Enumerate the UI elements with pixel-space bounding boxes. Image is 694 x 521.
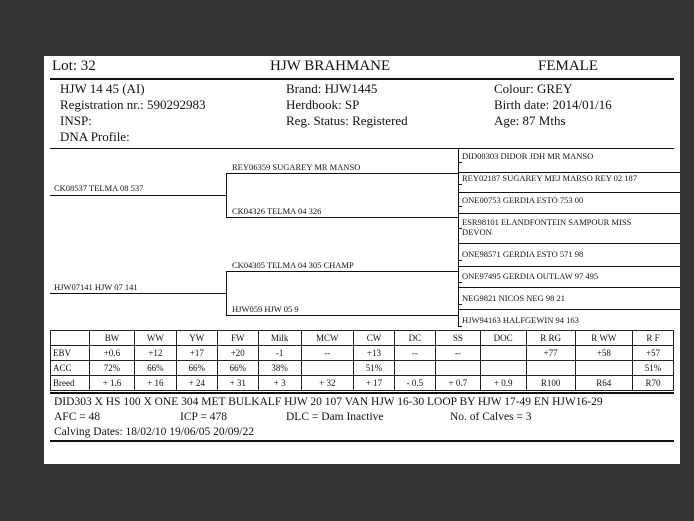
ggp-line-2	[458, 192, 680, 193]
ebv-row-label: EBV	[51, 346, 90, 361]
dlc: DLC = Dam Inactive	[286, 411, 384, 423]
ebv-cell: 38%	[258, 361, 301, 376]
registration-status: Reg. Status: Registered	[286, 113, 408, 128]
sire-dam: CK04326 TELMA 04 326	[232, 206, 322, 216]
footer-rule	[50, 392, 674, 394]
ggp-4-cont: DEVON	[462, 227, 492, 237]
ebv-cell: R64	[575, 376, 632, 391]
ebv-cell: +13	[353, 346, 394, 361]
ebv-cell: --	[435, 346, 480, 361]
ggp-4: ESR98101 ELANDFONTEIN SAMPOUR MISS	[462, 217, 632, 227]
ebv-table	[50, 330, 674, 391]
ggp-line-6	[458, 287, 680, 288]
dam-line	[50, 293, 226, 294]
ebv-header-cell: DOC	[480, 331, 526, 346]
age: Age: 87 Mths	[494, 113, 566, 128]
ebv-row-label: ACC	[51, 361, 90, 376]
dam: HJW07141 HJW 07 141	[54, 282, 138, 292]
ebv-cell	[480, 346, 526, 361]
lot-number: Lot: 32	[52, 58, 96, 74]
brand: Brand: HJW1445	[286, 81, 378, 96]
info-rule	[50, 148, 674, 149]
ebv-cell: 72%	[90, 361, 135, 376]
ebv-cell: + 0.9	[480, 376, 526, 391]
breeding-notes: DID303 X HS 100 X ONE 304 MET BULKALF HJW 20 107 VAN HJW 16-30 LOOP BY HJW 17-49 EN HJW16-29	[54, 396, 603, 408]
ebv-cell: +17	[176, 346, 217, 361]
registration-number: Registration nr.: 590292983	[60, 97, 206, 112]
ebv-cell: +20	[217, 346, 258, 361]
dam-sire-line	[226, 271, 458, 272]
ebv-cell: +0.6	[90, 346, 135, 361]
breed-row	[51, 376, 674, 391]
ebv-cell	[480, 361, 526, 376]
ebv-cell: --	[301, 346, 353, 361]
insp-label: INSP:	[60, 113, 92, 128]
ebv-cell: + 31	[217, 376, 258, 391]
ebv-cell: + 24	[176, 376, 217, 391]
sire-dam-line	[226, 217, 458, 218]
animal-name: HJW BRAHMANE	[270, 58, 391, 74]
ebv-row-label: Breed	[51, 376, 90, 391]
header-rule	[50, 78, 674, 80]
ebv-cell: 66%	[217, 361, 258, 376]
tick-8	[458, 326, 462, 327]
ebv-cell: + 3	[258, 376, 301, 391]
ebv-header-cell: Milk	[258, 331, 301, 346]
ebv-cell: +57	[632, 346, 673, 361]
sire: CK08537 TELMA 08 537	[54, 183, 144, 193]
icp: ICP = 478	[180, 411, 227, 423]
ebv-cell: + 0.7	[435, 376, 480, 391]
ebv-header-cell: DC	[394, 331, 435, 346]
ggp-2: REY02187 SUGAREY MEJ MARSO REY 02 187	[462, 173, 638, 183]
ebv-header-cell: YW	[176, 331, 217, 346]
ebv-cell: +58	[575, 346, 632, 361]
ebv-cell: 51%	[632, 361, 673, 376]
ggp-1: DID00303 DIDOR JDH MR MANSO	[462, 151, 594, 161]
ggp-divider	[458, 148, 459, 324]
ebv-cell: R70	[632, 376, 673, 391]
dam-bracket	[226, 271, 227, 315]
ebv-header-cell: WW	[134, 331, 176, 346]
ggp-7: NEG9821 NICOS NEG 98 21	[462, 293, 565, 303]
animal-sex: FEMALE	[538, 58, 598, 74]
calving-dates: Calving Dates: 18/02/10 19/06/05 20/09/22	[54, 426, 254, 438]
ebv-cell: +77	[526, 346, 575, 361]
ebv-header-cell: FW	[217, 331, 258, 346]
footer-bottom-rule	[50, 440, 674, 442]
ggp-3: ONE00753 GERDIA ESTO 753 00	[462, 195, 584, 205]
ebv-header-cell: R RG	[526, 331, 575, 346]
animal-id: HJW 14 45 (AI)	[60, 81, 145, 96]
ggp-line-3	[458, 213, 680, 214]
ebv-header-cell: SS	[435, 331, 480, 346]
ebv-cell	[526, 361, 575, 376]
ebv-cell	[435, 361, 480, 376]
ebv-header-cell: R WW	[575, 331, 632, 346]
ebv-cell: - 0.5	[394, 376, 435, 391]
ebv-cell: --	[394, 346, 435, 361]
ebv-row	[51, 346, 674, 361]
ebv-cell	[301, 361, 353, 376]
birth-date: Birth date: 2014/01/16	[494, 97, 612, 112]
ebv-cell: + 16	[134, 376, 176, 391]
acc-row	[51, 361, 674, 376]
dam-dam: HJW059 HJW 05 9	[232, 304, 299, 314]
ebv-cell	[575, 361, 632, 376]
ggp-line-7	[458, 309, 680, 310]
number-of-calves: No. of Calves = 3	[450, 411, 532, 423]
dna-profile-label: DNA Profile:	[60, 129, 130, 144]
ebv-header-row	[51, 331, 674, 346]
ggp-line-4	[458, 243, 680, 244]
herdbook: Herdbook: SP	[286, 97, 360, 112]
ebv-cell: 66%	[134, 361, 176, 376]
ggp-6: ONE97495 GERDIA OUTLAW 97 495	[462, 271, 599, 281]
ebv-header-cell: CW	[353, 331, 394, 346]
dam-sire: CK04305 TELMA 04 305 CHAMP	[232, 260, 354, 270]
ebv-cell: + 32	[301, 376, 353, 391]
ebv-cell: -1	[258, 346, 301, 361]
ebv-header-cell	[51, 331, 90, 346]
sire-sire-line	[226, 173, 458, 174]
colour: Colour: GREY	[494, 81, 573, 96]
ebv-cell: +12	[134, 346, 176, 361]
ggp-5: ONE98571 GERDIA ESTO 571 98	[462, 249, 584, 259]
ebv-cell: + 1.6	[90, 376, 135, 391]
ebv-cell: 51%	[353, 361, 394, 376]
lot-sheet	[44, 56, 680, 464]
sire-bracket	[226, 173, 227, 217]
afc: AFC = 48	[54, 411, 101, 423]
ebv-cell: R100	[526, 376, 575, 391]
ebv-header-cell: BW	[90, 331, 135, 346]
ebv-cell: + 17	[353, 376, 394, 391]
dam-dam-line	[226, 315, 458, 316]
sire-line	[50, 195, 226, 196]
ggp-8: HJW94163 HALFGEWIN 94 163	[462, 315, 579, 325]
ebv-cell: 66%	[176, 361, 217, 376]
sire-sire: REY06359 SUGAREY MR MANSO	[232, 162, 361, 172]
ebv-header-cell: MCW	[301, 331, 353, 346]
ebv-cell	[394, 361, 435, 376]
ebv-header-cell: R F	[632, 331, 673, 346]
ggp-line-5	[458, 266, 680, 267]
